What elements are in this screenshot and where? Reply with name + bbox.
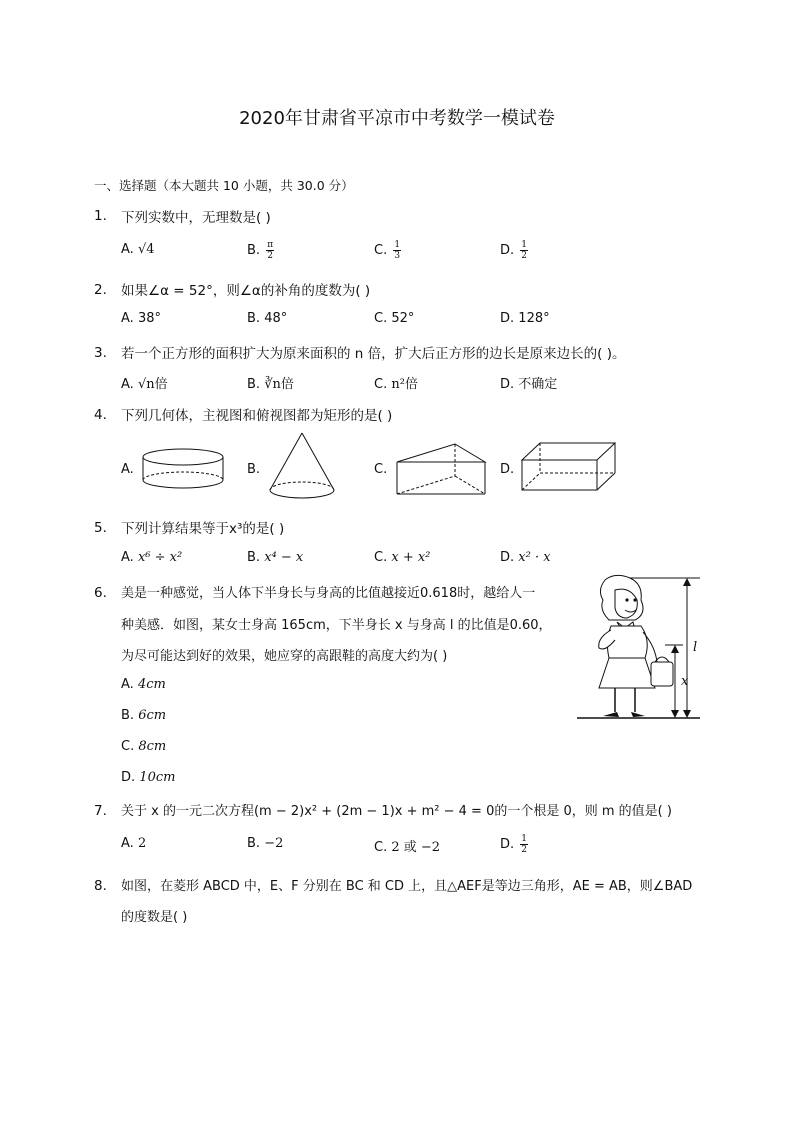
page-title: 2020年甘肃省平凉市中考数学一模试卷 <box>239 108 555 129</box>
option-a[interactable]: A. <box>121 462 134 477</box>
question-text: 下列计算结果等于x³的是( ) <box>121 521 285 537</box>
option-a[interactable]: A. 2 <box>121 836 147 851</box>
option-b[interactable]: B. x⁴ − x <box>247 550 304 565</box>
height-label: l <box>693 640 698 655</box>
question-text: 下列几何体，主视图和俯视图都为矩形的是( ) <box>121 408 393 424</box>
option-d[interactable]: D. $\frac{1}{2}$ <box>500 834 528 855</box>
option-b[interactable]: B. −2 <box>247 836 284 851</box>
option-d[interactable]: D. <box>500 462 515 477</box>
option-b[interactable]: B. ∛n倍 <box>247 377 294 392</box>
question-number: 7. <box>94 803 107 819</box>
question-text-line: 为尽可能达到好的效果，她应穿的高跟鞋的高度大约为( ) <box>121 649 448 664</box>
question-text-line: 种美感．如图，某女士身高 165cm，下半身长 x 与身高 l 的比值是0.60， <box>121 618 552 633</box>
woman-height-figure <box>575 570 705 725</box>
question-text: 下列实数中，无理数是( ) <box>121 210 271 226</box>
option-c[interactable]: C. x + x² <box>374 550 431 565</box>
option-a[interactable]: A. 38° <box>121 311 161 326</box>
question-text-line: 的度数是( ) <box>121 910 188 925</box>
option-b[interactable]: B. 48° <box>247 311 288 326</box>
option-c[interactable]: C. 52° <box>374 311 415 326</box>
option-d[interactable]: D. $\frac{1}{2}$ <box>500 240 528 261</box>
triangular-prism-figure <box>393 440 493 500</box>
question-text-line: 如图，在菱形 ABCD 中，E、F 分别在 BC 和 CD 上，且△AEF是等边三角形，AE = AB，则∠BAD <box>121 879 693 894</box>
option-c[interactable]: C. 8cm <box>121 739 167 754</box>
option-c[interactable]: C. $\frac{1}{3}$ <box>374 240 401 261</box>
option-a[interactable]: A. √4 <box>121 242 155 257</box>
question-number: 5. <box>94 520 107 536</box>
cylinder-figure <box>140 444 230 494</box>
cone-figure <box>266 430 341 505</box>
option-d[interactable]: D. 不确定 <box>500 377 558 392</box>
option-c[interactable]: C. <box>374 462 388 477</box>
option-b[interactable]: B. $\frac{\pi}{2}$ <box>247 240 274 261</box>
question-number: 6. <box>94 585 107 601</box>
option-d[interactable]: D. x² · x <box>500 550 551 565</box>
question-number: 8. <box>94 878 107 894</box>
question-number: 4. <box>94 407 107 423</box>
question-text-line: 美是一种感觉，当人体下半身长与身高的比值越接近0.618时，越给人一 <box>121 586 536 601</box>
option-a[interactable]: A. x⁶ ÷ x² <box>121 550 183 565</box>
question-number: 2. <box>94 282 107 298</box>
question-text: 如果∠α = 52°，则∠α的补角的度数为( ) <box>121 283 371 299</box>
question-text: 若一个正方形的面积扩大为原来面积的 n 倍，扩大后正方形的边长是原来边长的( )。 <box>121 346 626 362</box>
question-text: 关于 x 的一元二次方程(m − 2)x² + (2m − 1)x + m² − 4 = 0的一个根是 0，则 m 的值是( ) <box>121 804 672 819</box>
question-number: 1. <box>94 208 107 224</box>
cuboid-figure <box>518 440 618 495</box>
option-c[interactable]: C. 2 或 −2 <box>374 840 441 855</box>
option-a[interactable]: A. √n倍 <box>121 377 168 392</box>
option-d[interactable]: D. 128° <box>500 311 550 326</box>
option-b[interactable]: B. <box>247 462 261 477</box>
option-d[interactable]: D. 10cm <box>121 770 176 785</box>
option-b[interactable]: B. 6cm <box>121 708 167 723</box>
leg-length-label: x <box>681 674 689 689</box>
option-c[interactable]: C. n²倍 <box>374 377 418 392</box>
section-header: 一、选择题（本大题共 10 小题，共 30.0 分） <box>94 178 354 193</box>
option-a[interactable]: A. 4cm <box>121 677 166 692</box>
question-number: 3. <box>94 345 107 361</box>
